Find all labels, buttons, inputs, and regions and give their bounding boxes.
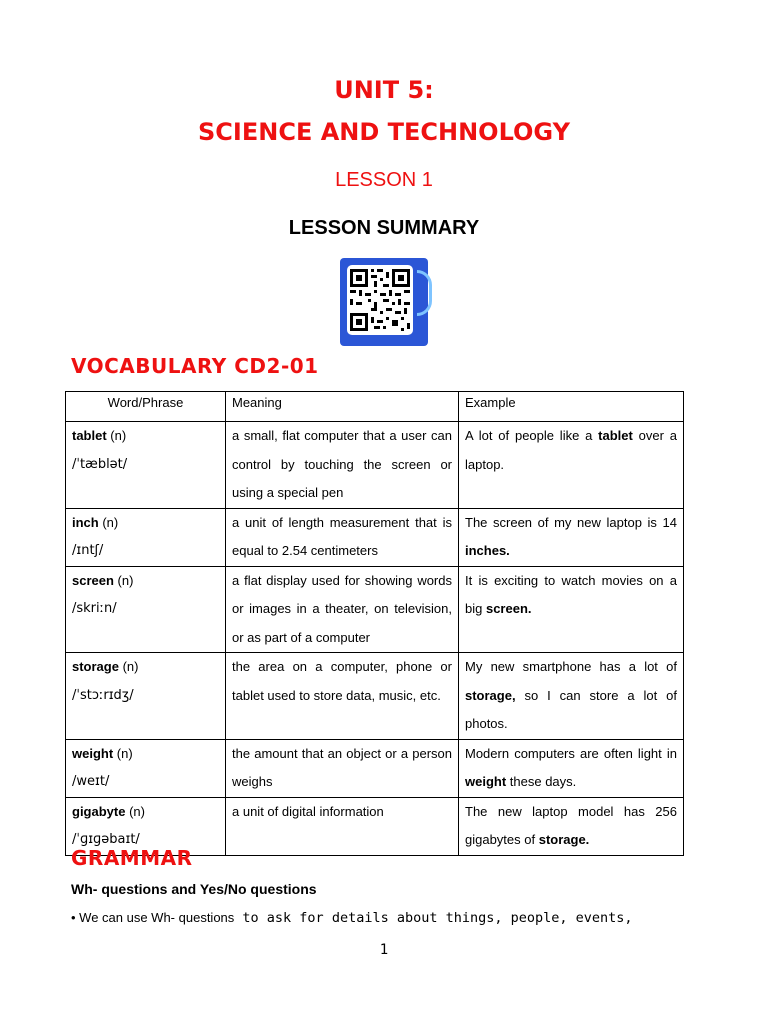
lesson-summary-title: LESSON SUMMARY	[288, 217, 480, 239]
table-header-row	[66, 392, 684, 422]
pronunciation: /skriːn/	[72, 601, 117, 616]
example-text-end: over a laptop.	[465, 428, 677, 472]
part-of-speech: (n)	[106, 428, 127, 443]
vocabulary-table	[65, 391, 684, 856]
table-row	[66, 566, 684, 653]
word-cell	[66, 566, 226, 653]
grammar-heading: GRAMMAR	[71, 846, 193, 870]
table-row	[66, 422, 684, 509]
example-text: The screen of my new laptop is 14	[465, 514, 677, 530]
headphone-icon	[417, 270, 432, 316]
example-text: Modern computers are often light in	[465, 745, 677, 761]
example-cell	[459, 797, 684, 855]
unit-title: UNIT 5:	[334, 76, 434, 104]
part-of-speech: (n)	[125, 803, 145, 819]
table-row	[66, 508, 684, 566]
example-keyword: screen.	[485, 601, 532, 616]
part-of-speech: (n)	[118, 659, 139, 674]
example-text: My new smartphone has a lot of	[465, 659, 677, 674]
meaning-cell: the amount that an object or a person weighs	[226, 739, 459, 797]
example-cell	[459, 508, 684, 566]
word-text: tablet	[72, 428, 107, 443]
example-cell	[459, 422, 684, 509]
column-header-example: Example	[459, 392, 684, 422]
grammar-subheading: Wh- questions and Yes/No questions	[71, 881, 317, 897]
word-text: inch	[72, 514, 99, 530]
lesson-title: LESSON 1	[335, 169, 433, 191]
part-of-speech: (n)	[113, 745, 133, 761]
example-text-end: these days.	[506, 774, 577, 789]
column-header-word: Word/Phrase	[66, 392, 226, 422]
meaning-cell: a small, flat computer that a user can control by touching the screen or using a special pen	[226, 422, 459, 509]
example-cell	[459, 653, 684, 740]
example-keyword: tablet	[598, 428, 633, 443]
unit-subtitle: SCIENCE AND TECHNOLOGY	[198, 118, 570, 146]
example-text: The new laptop model has 256 gigabytes of	[465, 803, 677, 847]
bullet-text: • We can use Wh- questions	[71, 910, 235, 925]
part-of-speech: (n)	[113, 572, 134, 588]
pronunciation: /ˈstɔːrɪdʒ/	[72, 687, 134, 703]
meaning-cell: the area on a computer, phone or tablet used to store data, music, etc.	[226, 653, 459, 740]
pronunciation: /ˈtæblət/	[72, 456, 128, 472]
vocabulary-heading: VOCABULARY CD2-01	[71, 354, 319, 378]
example-cell	[459, 739, 684, 797]
pronunciation: /weɪt/	[72, 774, 110, 789]
word-cell	[66, 653, 226, 740]
page-number: 1	[379, 942, 389, 958]
table-row	[66, 739, 684, 797]
part-of-speech: (n)	[98, 514, 119, 530]
example-keyword: weight	[465, 774, 507, 789]
grammar-bullet	[71, 910, 633, 926]
example-keyword: storage.	[538, 832, 590, 847]
example-text: A lot of people like a	[465, 428, 599, 443]
word-text: weight	[72, 745, 114, 761]
word-cell	[66, 739, 226, 797]
qr-code-icon[interactable]	[340, 258, 428, 346]
example-text-end: so I can store a lot of photos.	[465, 687, 677, 731]
word-cell	[66, 422, 226, 509]
word-text: gigabyte	[72, 803, 126, 819]
word-text: storage	[72, 659, 119, 674]
example-keyword: inches.	[465, 543, 510, 558]
example-cell	[459, 566, 684, 653]
meaning-cell: a unit of length measurement that is equal to 2.54 centimeters	[226, 508, 459, 566]
qr-code-pattern	[347, 265, 413, 335]
example-text: It is exciting to watch movies on a big	[465, 572, 677, 616]
pronunciation: /ˈɡɪɡəbaɪt/	[72, 832, 140, 847]
column-header-meaning: Meaning	[226, 392, 459, 422]
meaning-cell: a flat display used for showing words or images in a theater, on television, or as part of a computer	[226, 566, 459, 653]
example-keyword: storage,	[465, 687, 516, 703]
pronunciation: /ɪntʃ/	[72, 543, 104, 558]
bullet-text-continued: to ask for details about things, people, events,	[234, 910, 633, 926]
word-cell	[66, 508, 226, 566]
meaning-cell: a unit of digital information	[226, 797, 459, 855]
word-text: screen	[72, 572, 114, 588]
qr-code-svg	[347, 265, 413, 335]
table-row	[66, 653, 684, 740]
